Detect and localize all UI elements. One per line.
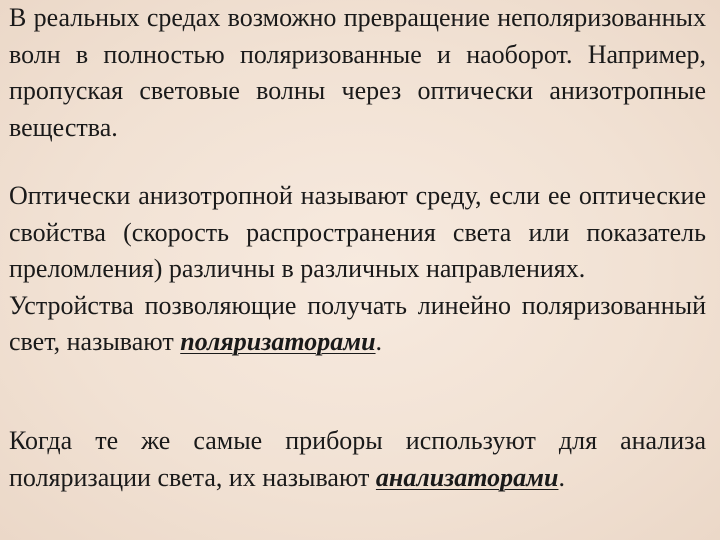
paragraph-anisotropic-definition xyxy=(9,178,706,361)
analyzer-sentence-end: . xyxy=(558,462,565,492)
paragraph-analyzer xyxy=(9,423,706,496)
polarizer-term: поляризаторами xyxy=(180,327,376,356)
definition-text: Оптически анизотропной называют среду, если ее оптические свойства (скорость распространения света или показатель преломления) различны в различных направлениях. xyxy=(9,181,706,283)
polarizer-sentence xyxy=(9,288,706,361)
polarizer-sentence-end: . xyxy=(375,327,383,356)
analyzer-term: анализаторами xyxy=(375,462,559,492)
paragraph-polarization-conversion: В реальных средах возможно превращение неполяризованных волн в полностью поляризованные и наоборот. Например, пропуская световые волны через оптически анизотропные вещества. xyxy=(9,3,706,142)
analyzer-sentence-start: Когда те же самые приборы используют для анализа поляризации света, их называют xyxy=(9,426,706,492)
polarizer-sentence-start: Устройства позволяющие получать линейно поляризованный свет, называют xyxy=(9,290,706,356)
